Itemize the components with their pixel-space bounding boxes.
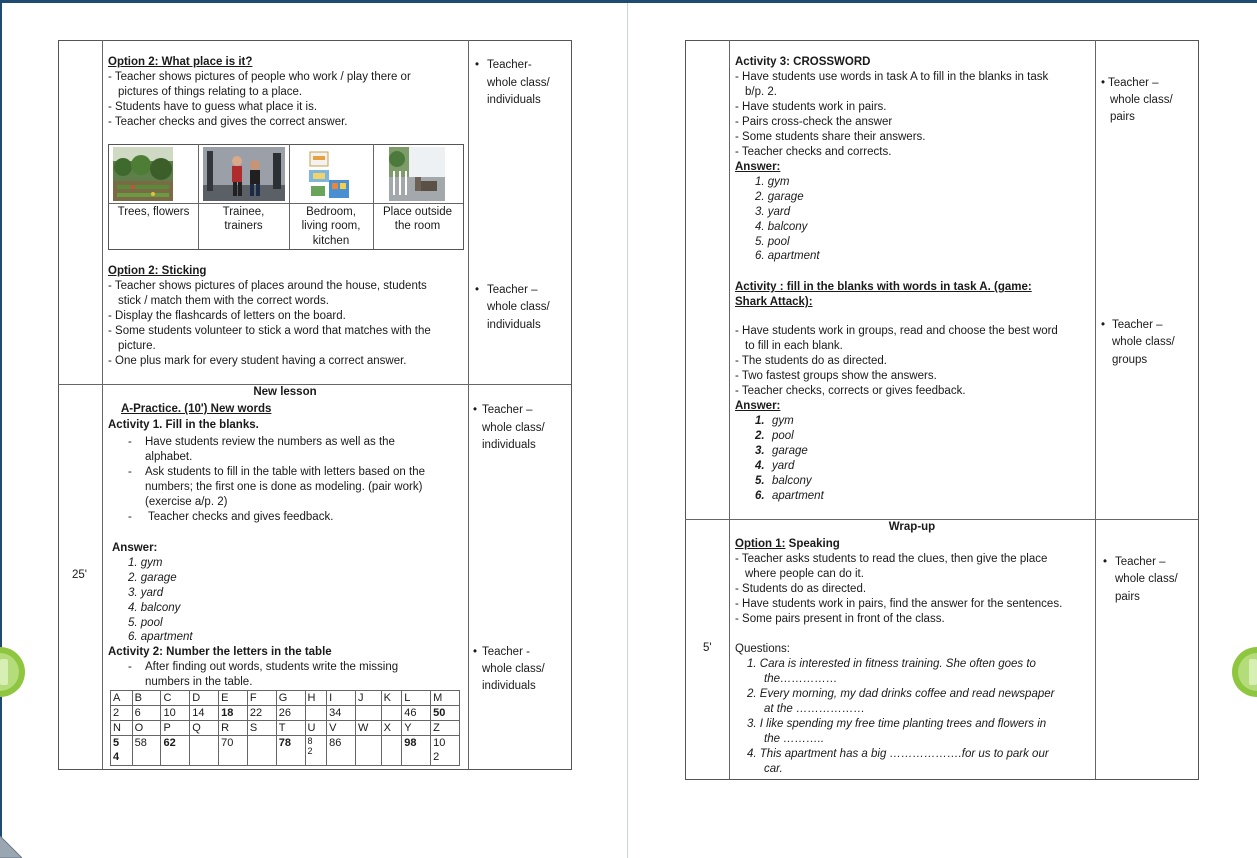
shark-line: to fill in each blank.: [745, 340, 843, 352]
activity3-answer: 6. apartment: [755, 250, 820, 262]
letter-cell: O: [132, 721, 161, 736]
letter-cell: M: [431, 691, 460, 706]
number-cell: 98: [402, 736, 431, 766]
activity3-answer: 4. balcony: [755, 221, 808, 233]
number-cell: [355, 736, 381, 766]
number-cell: 46: [402, 706, 431, 721]
number-cell: [305, 706, 327, 721]
letter-cell: C: [161, 691, 190, 706]
shark-line: - Have students work in groups, read and choose the best word: [735, 325, 1058, 337]
number-cell: 8 2: [305, 736, 327, 766]
number-cell: 50: [431, 706, 460, 721]
option-place-line: - Teacher shows pictures of people who work / play there or: [108, 71, 411, 83]
gym-trainer-picture: [203, 147, 285, 201]
letter-number-table: [110, 690, 460, 766]
activity3-line: - Have students use words in task A to fill in the blanks in task: [735, 71, 1049, 83]
wrap-up-option-label: Option 1:: [735, 538, 786, 550]
number-cell: [190, 736, 219, 766]
activity3-line: - Pairs cross-check the answer: [735, 116, 893, 128]
shark-interaction: groups: [1112, 354, 1148, 366]
activity2-line: numbers in the table.: [145, 676, 253, 688]
activity2-line: After finding out words, students write the missing: [145, 661, 399, 673]
question-line: 3. I like spending my free time planting trees and flowers in: [747, 718, 1047, 730]
question-line: at the ………………: [764, 703, 865, 715]
question-line: the……………: [764, 673, 838, 685]
left-col-divider-1: [102, 40, 103, 769]
picture-caption: Place outside: [382, 206, 453, 218]
shark-line: - The students do as directed.: [735, 355, 887, 367]
shark-answer: garage: [772, 445, 808, 457]
letter-cell: A: [111, 691, 133, 706]
interaction-bullet: •: [1101, 319, 1106, 331]
shark-answer: balcony: [772, 475, 812, 487]
viewer-left-border: [0, 0, 2, 858]
picture-caption: living room,: [301, 220, 361, 232]
right-col-divider-1: [729, 40, 730, 779]
number-cell: 14: [190, 706, 219, 721]
number-row: [111, 736, 460, 766]
letter-cell: B: [132, 691, 161, 706]
wrap-up-option-title: Speaking: [785, 538, 840, 550]
activity3-line: - Some students share their answers.: [735, 131, 926, 143]
number-cell: [381, 736, 402, 766]
number-cell: [381, 706, 402, 721]
letter-cell: Z: [431, 721, 460, 736]
option-sticking-line: - Teacher shows pictures of places around the house, students: [108, 280, 427, 292]
activity1-line: alphabet.: [145, 451, 193, 463]
activity2-interaction: Teacher -: [482, 646, 530, 658]
letter-cell: S: [247, 721, 276, 736]
letter-cell: Y: [402, 721, 431, 736]
activity1-title: Activity 1. Fill in the blanks.: [108, 419, 259, 431]
interaction-bullet: •: [473, 646, 478, 658]
number-cell: 34: [327, 706, 356, 721]
interaction-bullet: •: [475, 59, 480, 71]
shark-title: Activity : fill in the blanks with words in task A. (game:: [735, 281, 1032, 293]
viewer-top-border: [0, 0, 1257, 3]
dash: -: [128, 511, 132, 523]
shark-answer: yard: [772, 460, 795, 472]
shark-line: - Teacher checks, corrects or gives feedback.: [735, 385, 966, 397]
shark-answer: pool: [772, 430, 794, 442]
picture-caption: the room: [394, 220, 441, 232]
balcony-picture: [389, 147, 445, 201]
interaction-bullet: •: [475, 284, 480, 296]
number-cell: 78: [276, 736, 305, 766]
picture-caption: Trainee,: [222, 206, 265, 218]
wrap-up-interaction: pairs: [1115, 591, 1140, 603]
letter-cell: X: [381, 721, 402, 736]
number-cell: 10 2: [431, 736, 460, 766]
dash: -: [128, 436, 132, 448]
next-page-arrow-icon[interactable]: [1231, 647, 1257, 697]
option-place-line: pictures of things relating to a place.: [118, 86, 303, 98]
option-sticking-line: - Some students volunteer to stick a word that matches with the: [108, 325, 431, 337]
number-cell: 22: [247, 706, 276, 721]
wrap-up-option: [735, 537, 840, 552]
activity2-title: Activity 2: Number the letters in the table: [108, 646, 332, 658]
wrap-up-time: 5': [703, 642, 712, 654]
shark-answer-num: 6.: [755, 490, 765, 502]
option-place-line: - Teacher checks and gives the correct answer.: [108, 116, 348, 128]
activity3-answer: 1. gym: [755, 176, 790, 188]
letter-cell: I: [327, 691, 356, 706]
number-cell: 26: [276, 706, 305, 721]
option-sticking-line: stick / match them with the correct words.: [118, 295, 329, 307]
activity3-answer: 5. pool: [755, 236, 790, 248]
activity3-answer: 3. yard: [755, 206, 791, 218]
picture-table-divider: [108, 203, 463, 204]
option-sticking-interaction: individuals: [487, 319, 541, 331]
activity1-line: Teacher checks and gives feedback.: [148, 511, 334, 523]
interaction-bullet: •: [1103, 556, 1108, 568]
number-cell: 5 4: [111, 736, 133, 766]
right-col-divider-2: [1095, 40, 1096, 779]
activity3-interaction: • Teacher –: [1101, 77, 1159, 89]
question-line: 1. Cara is interested in fitness training. She often goes to: [747, 658, 1036, 670]
option-place-line: - Students have to guess what place it is.: [108, 101, 318, 113]
activity2-interaction: whole class/: [482, 663, 545, 675]
activity1-answer: 4. balcony: [128, 602, 181, 614]
questions-label: Questions:: [735, 643, 790, 655]
shark-answer: gym: [772, 415, 794, 427]
shark-answer-num: 2.: [755, 430, 765, 442]
question-line: the ………..: [764, 733, 825, 745]
number-cell: [247, 736, 276, 766]
number-cell: 58: [132, 736, 161, 766]
activity1-answer: 3. yard: [128, 587, 164, 599]
number-cell: 10: [161, 706, 190, 721]
activity3-interaction: whole class/: [1110, 94, 1173, 106]
number-row: [111, 706, 460, 721]
picture-caption: Bedroom,: [306, 206, 356, 218]
previous-page-arrow-icon[interactable]: [0, 647, 26, 697]
new-lesson-heading: New lesson: [253, 386, 317, 398]
number-cell: 70: [219, 736, 248, 766]
option-sticking-interaction: whole class/: [487, 301, 550, 313]
activity1-line: Ask students to fill in the table with letters based on the: [145, 466, 425, 478]
option-sticking-line: - One plus mark for every student having a correct answer.: [108, 355, 407, 367]
wrap-up-line: - Teacher asks students to read the clues, then give the place: [735, 553, 1048, 565]
option-place-interaction: individuals: [487, 94, 541, 106]
letter-cell: Q: [190, 721, 219, 736]
letter-cell: J: [355, 691, 381, 706]
number-cell: [355, 706, 381, 721]
letter-cell: V: [327, 721, 356, 736]
letter-cell: E: [219, 691, 248, 706]
letter-cell: N: [111, 721, 133, 736]
option-sticking-heading: Option 2: Sticking: [108, 265, 207, 277]
option-place-interaction: Teacher-: [487, 59, 532, 71]
number-cell: 2: [111, 706, 133, 721]
wrap-up-interaction: Teacher –: [1115, 556, 1166, 568]
letter-row: [111, 691, 460, 706]
wrap-up-line: - Some pairs present in front of the class.: [735, 613, 945, 625]
time-label: 25': [72, 569, 87, 581]
left-col-divider-2: [468, 40, 469, 769]
option-place-heading: Option 2: What place is it?: [108, 56, 253, 68]
wrap-up-line: - Have students work in pairs, find the answer for the sentences.: [735, 598, 1063, 610]
option-sticking-line: - Display the flashcards of letters on the board.: [108, 310, 346, 322]
wrap-up-line: - Students do as directed.: [735, 583, 867, 595]
page-corner-fold-icon[interactable]: [0, 836, 22, 858]
letter-cell: D: [190, 691, 219, 706]
garden-picture: [113, 147, 173, 201]
letter-cell: H: [305, 691, 327, 706]
shark-answer-label: Answer:: [735, 400, 781, 412]
activity3-line: b/p. 2.: [745, 86, 777, 98]
dash: -: [128, 466, 132, 478]
activity2-interaction: individuals: [482, 680, 536, 692]
interaction-bullet: •: [473, 404, 478, 416]
shark-line: - Two fastest groups show the answers.: [735, 370, 937, 382]
dash: -: [128, 661, 132, 673]
activity1-interaction: whole class/: [482, 422, 545, 434]
letter-cell: L: [402, 691, 431, 706]
shark-answer: apartment: [772, 490, 824, 502]
activity3-answer: 2. garage: [755, 191, 804, 203]
question-line: 4. This apartment has a big ……………….for us to park our: [747, 748, 1049, 760]
letter-cell: K: [381, 691, 402, 706]
wrap-up-line: where people can do it.: [745, 568, 864, 580]
letter-cell: P: [161, 721, 190, 736]
picture-caption: kitchen: [312, 235, 350, 247]
activity1-answer-label: Answer:: [112, 542, 158, 554]
option-place-interaction: whole class/: [487, 77, 550, 89]
shark-title: Shark Attack):: [735, 296, 813, 308]
activity1-interaction: individuals: [482, 439, 536, 451]
question-line: car.: [764, 763, 783, 775]
shark-interaction: Teacher –: [1112, 319, 1163, 331]
activity1-interaction: Teacher –: [482, 404, 533, 416]
activity3-line: - Have students work in pairs.: [735, 101, 887, 113]
picture-caption: trainers: [224, 220, 263, 232]
activity1-answer: 2. garage: [128, 572, 177, 584]
shark-interaction: whole class/: [1112, 336, 1175, 348]
activity1-answer: 5. pool: [128, 617, 163, 629]
activity1-line: Have students review the numbers as well as the: [145, 436, 395, 448]
letter-cell: R: [219, 721, 248, 736]
letter-cell: F: [247, 691, 276, 706]
wrap-up-interaction: whole class/: [1115, 573, 1178, 585]
letter-row: [111, 721, 460, 736]
shark-answer-num: 4.: [755, 460, 765, 472]
question-line: 2. Every morning, my dad drinks coffee and read newspaper: [747, 688, 1055, 700]
activity1-line: (exercise a/p. 2): [145, 496, 228, 508]
letter-cell: G: [276, 691, 305, 706]
option-sticking-interaction: Teacher –: [487, 284, 538, 296]
activity3-line: - Teacher checks and corrects.: [735, 146, 892, 158]
letter-cell: W: [355, 721, 381, 736]
shark-answer-num: 3.: [755, 445, 765, 457]
number-cell: 18: [219, 706, 248, 721]
picture-caption: Trees, flowers: [117, 206, 190, 218]
number-cell: 6: [132, 706, 161, 721]
activity3-interaction: pairs: [1110, 111, 1135, 123]
number-cell: 86: [327, 736, 356, 766]
number-cell: 62: [161, 736, 190, 766]
activity1-line: numbers; the first one is done as modeling. (pair work): [145, 481, 423, 493]
letter-cell: T: [276, 721, 305, 736]
shark-answer-num: 1.: [755, 415, 765, 427]
option-sticking-line: picture.: [118, 340, 156, 352]
practice-heading: A-Practice. (10') New words: [121, 403, 272, 415]
house-rooms-picture: [305, 150, 351, 200]
shark-answer-num: 5.: [755, 475, 765, 487]
activity1-answer: 6. apartment: [128, 631, 193, 643]
activity3-answer-label: Answer:: [735, 161, 781, 173]
activity3-title: Activity 3: CROSSWORD: [735, 56, 871, 68]
wrap-up-heading: Wrap-up: [888, 521, 936, 533]
letter-cell: U: [305, 721, 327, 736]
activity1-answer: 1. gym: [128, 557, 163, 569]
